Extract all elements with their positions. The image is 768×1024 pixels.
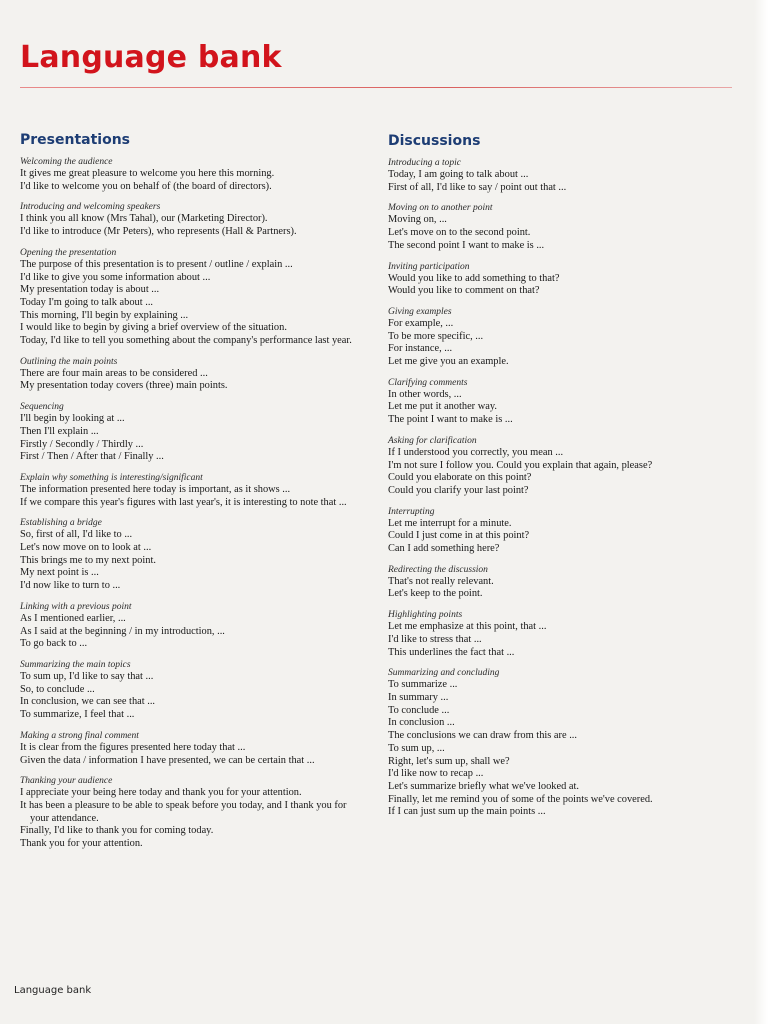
phrase-line: Let me emphasize at this point, that ... [388, 621, 547, 633]
phrase-line: The second point I want to make is ... [388, 239, 545, 251]
phrase-group-heading: Making a strong final comment [20, 730, 139, 741]
phrase-line: To summarize ... [388, 679, 458, 691]
phrase-line: My next point is ... [20, 567, 99, 579]
phrase-group [388, 157, 738, 194]
page-footer: Language bank [14, 985, 92, 996]
phrase-line: So, to conclude ... [20, 683, 95, 695]
phrase-line: Would you like to comment on that? [388, 285, 540, 297]
phrase-line: To sum up, I'd like to say that ... [20, 670, 154, 682]
phrase-group-heading: Moving on to another point [388, 203, 493, 214]
phrase-line: That's not really relevant. [388, 575, 494, 587]
phrase-line: Today, I'd like to tell you something about the company's performance last year. [20, 335, 352, 347]
phrase-group-heading: Asking for clarification [388, 435, 477, 446]
title-divider [20, 87, 732, 88]
phrase-group [20, 247, 365, 348]
phrase-group-heading: Explain why something is interesting/significant [20, 472, 203, 483]
phrase-line: If I understood you correctly, you mean ... [388, 446, 564, 458]
phrase-line: Let me interrupt for a minute. [388, 517, 512, 529]
phrase-line: Can I add something here? [388, 543, 500, 555]
phrase-line: Let me put it another way. [388, 401, 497, 413]
phrase-line: Let me give you an example. [388, 356, 509, 368]
phrase-line: Could I just come in at this point? [388, 530, 530, 542]
phrase-line: If we compare this year's figures with last year's, it is interesting to note that ... [20, 496, 347, 508]
presentations-groups [20, 156, 365, 851]
phrase-group-heading: Outlining the main points [20, 356, 118, 367]
phrase-line: I'd like to stress that ... [388, 633, 482, 645]
phrase-line: Today I'm going to talk about ... [20, 296, 154, 308]
phrase-group-heading: Introducing a topic [388, 158, 461, 168]
phrase-group-heading: Linking with a previous point [20, 601, 132, 612]
phrase-line: To go back to ... [20, 638, 88, 650]
phrase-line: I'd like to introduce (Mr Peters), who represents (Hall & Partners). [20, 226, 297, 238]
phrase-line: The point I want to make is ... [388, 414, 513, 426]
page-edge-shading [754, 0, 768, 1024]
phrase-group-heading: Clarifying comments [388, 377, 468, 388]
phrase-line: This underlines the fact that ... [388, 646, 515, 658]
phrase-line: In conclusion ... [388, 717, 455, 729]
discussions-heading: Discussions [388, 133, 481, 149]
phrase-group [20, 730, 365, 767]
phrase-group [20, 356, 365, 393]
phrase-group-heading: Summarizing and concluding [388, 668, 500, 679]
phrase-line: For instance, ... [388, 343, 453, 355]
phrase-line: Firstly / Secondly / Thirdly ... [20, 438, 144, 450]
phrase-line: In summary ... [388, 691, 449, 703]
phrase-line: First of all, I'd like to say / point out that ... [388, 181, 567, 193]
phrase-group-heading: Welcoming the audience [20, 157, 113, 167]
phrase-group [388, 377, 738, 427]
presentations-column [20, 132, 365, 859]
phrase-group [20, 775, 365, 851]
phrase-line: Would you like to add something to that? [388, 272, 560, 284]
phrase-line: Right, let's sum up, shall we? [388, 755, 510, 767]
phrase-group [20, 201, 365, 238]
phrase-line: Finally, let me remind you of some of the points we've covered. [388, 793, 653, 805]
phrase-line: In conclusion, we can see that ... [20, 696, 156, 708]
phrase-line: Moving on, ... [388, 214, 447, 226]
phrase-line: I appreciate your being here today and thank you for your attention. [20, 787, 302, 799]
phrase-group-heading: Interrupting [388, 506, 435, 517]
phrase-line: Let's move on to the second point. [388, 227, 531, 239]
phrase-line: Could you elaborate on this point? [388, 472, 532, 484]
phrase-group-heading: Highlighting points [388, 610, 463, 621]
phrase-group [388, 202, 738, 252]
phrase-line: So, first of all, I'd like to ... [20, 529, 133, 541]
phrase-line: The purpose of this presentation is to present / outline / explain ... [20, 258, 293, 270]
phrase-group-heading: Introducing and welcoming speakers [20, 202, 161, 213]
phrase-line: There are four main areas to be considered ... [20, 367, 208, 379]
phrase-line: As I mentioned earlier, ... [20, 612, 126, 624]
phrase-line: Let's keep to the point. [388, 588, 483, 600]
phrase-line: To summarize, I feel that ... [20, 709, 135, 721]
phrase-group [20, 601, 365, 651]
phrase-line: Thank you for your attention. [20, 838, 143, 850]
phrase-line: It has been a pleasure to be able to speak before you today, and I thank you for your attendance. [20, 799, 347, 824]
phrase-line: To conclude ... [388, 704, 450, 716]
phrase-line: This brings me to my next point. [20, 554, 156, 566]
phrase-group-heading: Opening the presentation [20, 247, 117, 258]
phrase-line: It is clear from the figures presented here today that ... [20, 741, 246, 753]
phrase-line: Finally, I'd like to thank you for coming today. [20, 825, 214, 837]
phrase-group [388, 667, 738, 819]
phrase-line: In other words, ... [388, 388, 462, 400]
phrase-group [388, 609, 738, 659]
phrase-line: I think you all know (Mrs Tahal), our (Marketing Director). [20, 213, 268, 225]
phrase-line: I'll begin by looking at ... [20, 413, 125, 425]
phrase-group [20, 472, 365, 509]
phrase-line: To be more specific, ... [388, 330, 484, 342]
phrase-group-heading: Inviting participation [388, 261, 470, 272]
discussions-column [388, 133, 738, 827]
phrase-line: It gives me great pleasure to welcome you here this morning. [20, 168, 275, 179]
phrase-line: Let's summarize briefly what we've looked at. [388, 780, 579, 792]
phrase-line: If I can just sum up the main points ... [388, 806, 546, 818]
phrase-line: Today, I am going to talk about ... [388, 169, 529, 180]
phrase-line: The conclusions we can draw from this are ... [388, 730, 577, 742]
phrase-line: I'd like to give you some information about ... [20, 271, 211, 283]
phrase-line: I would like to begin by giving a brief overview of the situation. [20, 322, 287, 334]
phrase-line: For example, ... [388, 317, 454, 329]
phrase-group [20, 517, 365, 593]
phrase-line: The information presented here today is important, as it shows ... [20, 483, 291, 495]
phrase-line: As I said at the beginning / in my introduction, ... [20, 625, 225, 637]
phrase-line: Given the data / information I have presented, we can be certain that ... [20, 754, 315, 766]
phrase-group [20, 156, 365, 193]
phrase-line: This morning, I'll begin by explaining ... [20, 309, 189, 321]
phrase-line: Let's now move on to look at ... [20, 542, 152, 554]
phrase-line: To sum up, ... [388, 742, 445, 754]
phrase-line: I'd like now to recap ... [388, 768, 484, 780]
phrase-line: First / Then / After that / Finally ... [20, 451, 164, 463]
phrase-line: I'd like to welcome you on behalf of (the board of directors). [20, 180, 272, 192]
phrase-line: Could you clarify your last point? [388, 484, 529, 496]
phrase-group [388, 435, 738, 498]
phrase-group [20, 659, 365, 722]
phrase-group-heading: Sequencing [20, 402, 64, 413]
phrase-group-heading: Summarizing the main topics [20, 659, 131, 670]
phrase-group-heading: Giving examples [388, 306, 452, 317]
presentations-heading: Presentations [20, 132, 131, 148]
phrase-group-heading: Establishing a bridge [20, 518, 102, 529]
phrase-line: I'd now like to turn to ... [20, 580, 121, 592]
page-title: Language bank [20, 40, 282, 75]
phrase-line: I'm not sure I follow you. Could you explain that again, please? [388, 459, 653, 471]
phrase-group [20, 401, 365, 464]
phrase-group [388, 506, 738, 556]
discussions-groups [388, 157, 738, 819]
phrase-group-heading: Thanking your audience [20, 776, 113, 787]
phrase-group [388, 261, 738, 298]
phrase-group-heading: Redirecting the discussion [388, 564, 488, 575]
phrase-line: My presentation today covers (three) main points. [20, 380, 228, 392]
phrase-line: My presentation today is about ... [20, 284, 160, 296]
phrase-line: Then I'll explain ... [20, 425, 99, 437]
phrase-group [388, 564, 738, 601]
phrase-group [388, 306, 738, 369]
